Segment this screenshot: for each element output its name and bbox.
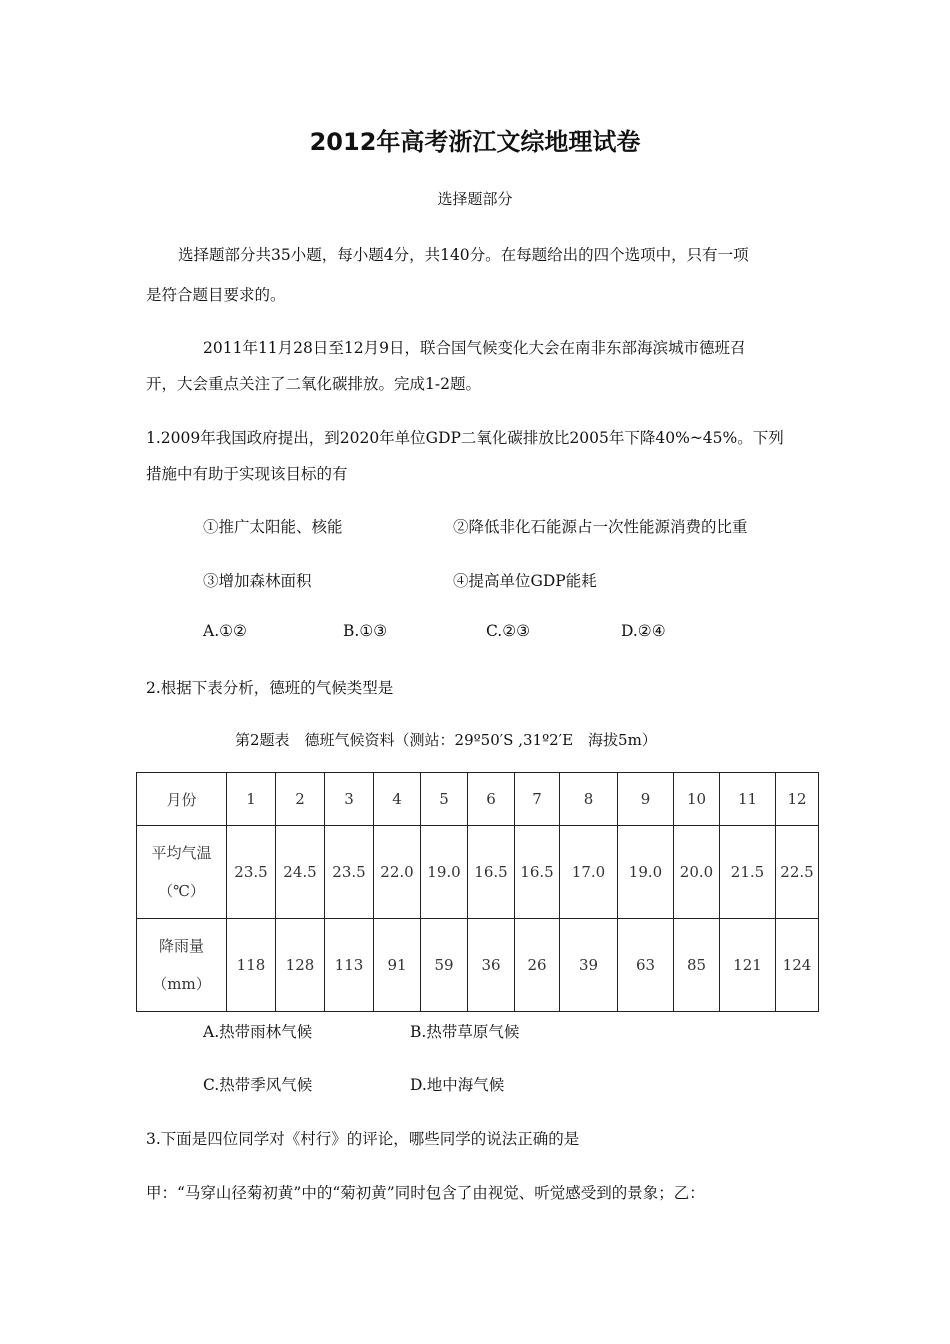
month-cell: 6 xyxy=(468,773,515,826)
temperature-cell: 23.5 xyxy=(325,826,374,919)
q2-option-d: D.地中海气候 xyxy=(410,1076,505,1094)
rainfall-cell: 128 xyxy=(276,919,325,1012)
temperature-unit: （℃） xyxy=(158,882,205,900)
rainfall-label: 降雨量 xyxy=(158,937,204,955)
month-cell: 4 xyxy=(374,773,421,826)
month-cell: 10 xyxy=(674,773,720,826)
q1-item-2: ②降低非化石能源占一次性能源消费的比重 xyxy=(453,518,748,536)
question-2-stem: 2.根据下表分析，德班的气候类型是 xyxy=(146,679,394,697)
temperature-cell: 17.0 xyxy=(560,826,618,919)
month-cell: 5 xyxy=(421,773,468,826)
section-heading: 选择题部分 xyxy=(437,190,513,208)
q2-option-a: A.热带雨林气候 xyxy=(203,1023,313,1041)
rainfall-cell: 121 xyxy=(720,919,776,1012)
temperature-cell: 22.5 xyxy=(776,826,819,919)
rainfall-cell: 59 xyxy=(421,919,468,1012)
question-3-stem: 3.下面是四位同学对《村行》的评论，哪些同学的说法正确的是 xyxy=(146,1130,580,1148)
rainfall-unit: （mm） xyxy=(152,975,211,993)
month-cell: 8 xyxy=(560,773,618,826)
temperature-cell: 20.0 xyxy=(674,826,720,919)
rainfall-cell: 91 xyxy=(374,919,421,1012)
table-row-temperature xyxy=(137,826,819,919)
question-1-line-2: 措施中有助于实现该目标的有 xyxy=(146,465,348,483)
month-header: 月份 xyxy=(137,773,227,826)
temperature-cell: 24.5 xyxy=(276,826,325,919)
temperature-label: 平均气温 xyxy=(151,844,212,862)
q1-option-a: A.①② xyxy=(203,622,247,640)
table-caption: 第2题表 德班气候资料（测站：29º50′S ,31º2′E 海拔5m） xyxy=(235,731,657,749)
rainfall-cell: 39 xyxy=(560,919,618,1012)
temperature-cell: 21.5 xyxy=(720,826,776,919)
temperature-cell: 23.5 xyxy=(227,826,276,919)
q1-option-b: B.①③ xyxy=(343,622,388,640)
table-row-month xyxy=(137,773,819,826)
q2-option-c: C.热带季风气候 xyxy=(203,1076,313,1094)
month-cell: 3 xyxy=(325,773,374,826)
question-1-line-1: 1.2009年我国政府提出，到2020年单位GDP二氧化碳排放比2005年下降40%~45%。下列 xyxy=(146,429,784,447)
rainfall-cell: 63 xyxy=(618,919,674,1012)
context-line-2: 开，大会重点关注了二氧化碳排放。完成1-2题。 xyxy=(146,375,481,393)
table-row-rainfall xyxy=(137,919,819,1012)
intro-line-1: 选择题部分共35小题，每小题4分，共140分。在每题给出的四个选项中，只有一项 xyxy=(178,246,749,264)
rainfall-cell: 36 xyxy=(468,919,515,1012)
temperature-cell: 16.5 xyxy=(468,826,515,919)
temperature-cell: 19.0 xyxy=(618,826,674,919)
month-cell: 2 xyxy=(276,773,325,826)
rainfall-cell: 26 xyxy=(515,919,560,1012)
q1-item-4: ④提高单位GDP能耗 xyxy=(453,572,597,590)
month-cell: 12 xyxy=(776,773,819,826)
temperature-header xyxy=(137,826,227,919)
q1-option-c: C.②③ xyxy=(486,622,531,640)
temperature-cell: 19.0 xyxy=(421,826,468,919)
page-title: 2012年高考浙江文综地理试卷 xyxy=(309,128,641,156)
rainfall-cell: 118 xyxy=(227,919,276,1012)
q1-item-3: ③增加森林面积 xyxy=(203,572,312,590)
question-3-line: 甲：“马穿山径菊初黄”中的“菊初黄”同时包含了由视觉、听觉感受到的景象；乙： xyxy=(146,1184,705,1202)
temperature-cell: 22.0 xyxy=(374,826,421,919)
rainfall-cell: 113 xyxy=(325,919,374,1012)
month-cell: 7 xyxy=(515,773,560,826)
q2-option-b: B.热带草原气候 xyxy=(410,1023,520,1041)
month-cell: 1 xyxy=(227,773,276,826)
rainfall-cell: 124 xyxy=(776,919,819,1012)
q1-option-d: D.②④ xyxy=(621,622,666,640)
intro-line-2: 是符合题目要求的。 xyxy=(146,286,286,304)
rainfall-cell: 85 xyxy=(674,919,720,1012)
climate-table xyxy=(136,772,819,1012)
month-cell: 11 xyxy=(720,773,776,826)
temperature-cell: 16.5 xyxy=(515,826,560,919)
month-cell: 9 xyxy=(618,773,674,826)
rainfall-header xyxy=(137,919,227,1012)
q1-item-1: ①推广太阳能、核能 xyxy=(203,518,343,536)
context-line-1: 2011年11月28日至12月9日，联合国气候变化大会在南非东部海滨城市德班召 xyxy=(203,339,746,357)
